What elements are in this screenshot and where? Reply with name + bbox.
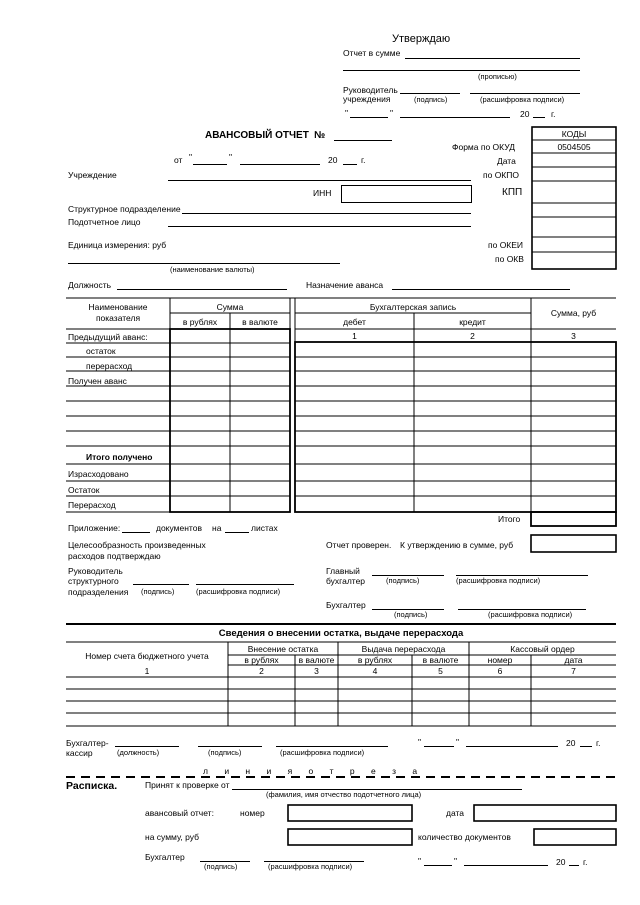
bal-col-dep-cur: в валюте bbox=[298, 655, 335, 665]
cashier-year-suffix: г. bbox=[596, 738, 601, 748]
receipt-day-field[interactable] bbox=[424, 865, 452, 866]
expediency-1: Целесообразность произведенных bbox=[68, 540, 206, 550]
col-sum-rub: Сумма, руб bbox=[550, 308, 597, 318]
okei-label: по ОКЕИ bbox=[488, 240, 524, 250]
receipt-number-field[interactable] bbox=[288, 805, 412, 821]
institution-label: Учреждение bbox=[68, 170, 117, 180]
bal-num-6: 6 bbox=[497, 666, 503, 676]
row-spent: Израсходовано bbox=[68, 469, 129, 479]
bal-col-deposit: Внесение остатка bbox=[247, 644, 319, 654]
approve-sum-box bbox=[531, 535, 616, 552]
receipt-fio-caption: (фамилия, имя отчество подотчетного лица) bbox=[266, 790, 422, 799]
chief-acc-decode-caption: (расшифровка подписи) bbox=[456, 576, 541, 585]
row-balance: остаток bbox=[86, 346, 116, 356]
head-signature-field[interactable] bbox=[400, 93, 460, 94]
advance-purpose-label: Назначение аванса bbox=[306, 280, 384, 290]
okud-label: Форма по ОКУД bbox=[452, 142, 515, 152]
receipt-title: Расписка. bbox=[66, 780, 118, 792]
cashier-decode-caption: (расшифровка подписи) bbox=[280, 748, 365, 757]
chief-acc-2: бухгалтер bbox=[326, 576, 366, 586]
unit-head-signature-field[interactable] bbox=[133, 584, 189, 585]
col-sum-header: Сумма bbox=[216, 302, 244, 312]
head-signature-decode-field[interactable] bbox=[470, 93, 580, 94]
position-field[interactable] bbox=[117, 289, 287, 290]
receipt-doc-count-label: количество документов bbox=[418, 832, 511, 842]
bal-col-dep-rub: в рублях bbox=[244, 655, 279, 665]
receipt-accepted: Принят к проверке от bbox=[145, 780, 230, 790]
cashier-position-caption: (должность) bbox=[117, 748, 160, 757]
bal-col-number: номер bbox=[487, 655, 513, 665]
unit-head-3: подразделения bbox=[68, 587, 129, 597]
unit-measure-label: Единица измерения: руб bbox=[68, 240, 167, 250]
cashier-decode-field[interactable] bbox=[276, 746, 388, 747]
attachment-label: Приложение: bbox=[68, 523, 121, 533]
report-sum-words-field[interactable] bbox=[343, 70, 580, 71]
balance-section-title: Сведения о внесении остатка, выдаче перерасхода bbox=[218, 628, 464, 639]
head-label-1: Руководитель bbox=[343, 85, 398, 95]
receipt-quote-close: " bbox=[454, 856, 458, 866]
bal-col-date: дата bbox=[564, 655, 583, 665]
receipt-accountant: Бухгалтер bbox=[145, 852, 185, 862]
row-total-received: Итого получено bbox=[86, 452, 153, 462]
cashier-year-prefix: 20 bbox=[566, 738, 576, 748]
receipt-year-field[interactable] bbox=[569, 865, 579, 866]
okv-label: по ОКВ bbox=[495, 254, 524, 264]
col-number-3: 3 bbox=[571, 331, 576, 341]
cashier-quote-open: " bbox=[418, 737, 422, 747]
currency-field[interactable] bbox=[68, 263, 340, 264]
row-total: Итого bbox=[498, 514, 521, 524]
cashier-signature-caption: (подпись) bbox=[208, 748, 242, 757]
accountable-person-field[interactable] bbox=[168, 226, 471, 227]
bal-num-5: 5 bbox=[438, 666, 443, 676]
kpp-label: КПП bbox=[502, 187, 523, 198]
col-name-header-2: показателя bbox=[95, 313, 141, 323]
bal-col-issue: Выдача перерасхода bbox=[361, 644, 446, 654]
cashier-position-field[interactable] bbox=[115, 746, 179, 747]
date-year-suffix: г. bbox=[361, 155, 366, 165]
approval-title: Утверждаю bbox=[392, 33, 451, 45]
attachment-on: на bbox=[212, 523, 222, 533]
accountant-label: Бухгалтер bbox=[326, 600, 366, 610]
main-table-lines bbox=[66, 298, 616, 512]
receipt-decode-caption: (расшифровка подписи) bbox=[268, 862, 353, 871]
unit-head-decode-field[interactable] bbox=[196, 584, 294, 585]
accountant-decode-caption: (расшифровка подписи) bbox=[488, 610, 573, 619]
report-sum-label: Отчет в сумме bbox=[343, 48, 401, 58]
date-year-prefix: 20 bbox=[328, 155, 338, 165]
attachment-sheets: листах bbox=[251, 523, 278, 533]
receipt-year-suffix: г. bbox=[583, 857, 588, 867]
approval-quote-close: " bbox=[390, 108, 394, 118]
structural-unit-label: Структурное подразделение bbox=[68, 204, 181, 214]
report-sum-field[interactable] bbox=[405, 58, 580, 59]
unit-head-2: структурного bbox=[68, 576, 119, 586]
bal-num-1: 1 bbox=[144, 666, 150, 676]
receipt-quote-open: " bbox=[418, 856, 422, 866]
approval-quote-open: " bbox=[345, 108, 349, 118]
date-code-label: Дата bbox=[497, 156, 516, 166]
section-separator bbox=[66, 623, 616, 625]
report-title: АВАНСОВЫЙ ОТЧЕТ bbox=[205, 130, 309, 141]
report-number-sign: № bbox=[314, 130, 326, 141]
in-words-caption: (прописью) bbox=[478, 72, 517, 81]
receipt-year-prefix: 20 bbox=[556, 857, 566, 867]
report-number-field[interactable] bbox=[334, 140, 392, 141]
receipt-advance-report: авансовый отчет: bbox=[145, 808, 214, 818]
cashier-year-field[interactable] bbox=[580, 746, 592, 747]
bal-num-2: 2 bbox=[259, 666, 264, 676]
col-accounting-entry: Бухгалтерская запись bbox=[369, 302, 457, 312]
position-label: Должность bbox=[68, 280, 112, 290]
cut-line-label: л и н и я о т р е з а bbox=[200, 767, 427, 776]
bal-num-4: 4 bbox=[372, 666, 378, 676]
row-prev-advance: Предыдущий аванс: bbox=[68, 332, 148, 342]
date-from-label: от bbox=[174, 155, 183, 165]
accountant-signature-caption: (подпись) bbox=[394, 610, 428, 619]
head-signature-decode-caption: (расшифровка подписи) bbox=[480, 95, 565, 104]
cashier-quote-close: " bbox=[456, 737, 460, 747]
row-remainder: Остаток bbox=[68, 485, 100, 495]
date-quote-open: " bbox=[189, 152, 193, 162]
chief-acc-1: Главный bbox=[326, 566, 360, 576]
col-in-rubles: в рублях bbox=[182, 317, 218, 327]
okud-value: 0504505 bbox=[557, 142, 591, 152]
col-debit: дебет bbox=[343, 317, 366, 327]
cashier-signature-field[interactable] bbox=[198, 746, 262, 747]
bal-col-iss-rub: в рублях bbox=[357, 655, 393, 665]
approve-sum-label: К утверждению в сумме, руб bbox=[400, 540, 514, 550]
institution-field[interactable] bbox=[168, 180, 471, 181]
unit-head-signature-caption: (подпись) bbox=[141, 587, 175, 596]
bal-col-account: Номер счета бюджетного учета bbox=[85, 651, 209, 661]
head-signature-caption: (подпись) bbox=[414, 95, 448, 104]
approval-day-field[interactable] bbox=[350, 117, 388, 118]
receipt-doc-count-field[interactable] bbox=[534, 829, 616, 845]
row-received: Получен аванс bbox=[68, 376, 127, 386]
receipt-number-label: номер bbox=[240, 808, 265, 818]
date-year-field[interactable] bbox=[343, 164, 357, 165]
cashier-label-1: Бухгалтер- bbox=[66, 738, 109, 748]
inn-label: ИНН bbox=[313, 188, 332, 198]
cashier-day-field[interactable] bbox=[424, 746, 454, 747]
col-credit: кредит bbox=[459, 317, 486, 327]
head-label-2: учреждения bbox=[343, 94, 391, 104]
row-overrun: Перерасход bbox=[68, 500, 116, 510]
approval-month-field[interactable] bbox=[400, 117, 510, 118]
bal-num-7: 7 bbox=[571, 666, 576, 676]
codes-header: КОДЫ bbox=[561, 129, 587, 139]
attachment-sheets-field[interactable] bbox=[225, 532, 249, 533]
receipt-sum-field[interactable] bbox=[288, 829, 412, 845]
receipt-month-field[interactable] bbox=[464, 865, 548, 866]
bal-col-cash-order: Кассовый ордер bbox=[510, 644, 575, 654]
attachment-docs-field[interactable] bbox=[122, 532, 150, 533]
date-month-field[interactable] bbox=[240, 164, 320, 165]
cashier-label-2: кассир bbox=[66, 748, 93, 758]
bal-num-3: 3 bbox=[314, 666, 319, 676]
inn-field[interactable] bbox=[341, 185, 472, 203]
col-name-header-1: Наименование bbox=[88, 302, 148, 312]
receipt-sum-label: на сумму, руб bbox=[145, 832, 199, 842]
col-in-currency: в валюте bbox=[242, 317, 278, 327]
advance-purpose-field[interactable] bbox=[392, 289, 570, 290]
approval-year-field[interactable] bbox=[533, 117, 545, 118]
chief-acc-signature-caption: (подпись) bbox=[386, 576, 420, 585]
unit-head-1: Руководитель bbox=[68, 566, 123, 576]
receipt-date-label: дата bbox=[446, 808, 465, 818]
okpo-label: по ОКПО bbox=[483, 170, 519, 180]
col-number-1: 1 bbox=[352, 331, 357, 341]
accountable-person-label: Подотчетное лицо bbox=[68, 217, 141, 227]
approval-year-suffix: г. bbox=[551, 109, 556, 119]
expediency-2: расходов подтверждаю bbox=[68, 551, 161, 561]
receipt-signature-caption: (подпись) bbox=[204, 862, 238, 871]
date-quote-close: " bbox=[229, 152, 233, 162]
main-table-thick bbox=[170, 329, 616, 526]
report-checked: Отчет проверен. bbox=[326, 540, 392, 550]
bal-col-iss-cur: в валюте bbox=[422, 655, 459, 665]
attachment-documents: документов bbox=[156, 523, 202, 533]
receipt-date-field[interactable] bbox=[474, 805, 616, 821]
row-overspend: перерасход bbox=[86, 361, 133, 371]
col-number-2: 2 bbox=[470, 331, 475, 341]
date-day-field[interactable] bbox=[193, 164, 227, 165]
unit-head-decode-caption: (расшифровка подписи) bbox=[196, 587, 281, 596]
approval-year-prefix: 20 bbox=[520, 109, 530, 119]
structural-unit-field[interactable] bbox=[182, 213, 471, 214]
cashier-month-field[interactable] bbox=[466, 746, 558, 747]
currency-caption: (наименование валюты) bbox=[170, 265, 255, 274]
